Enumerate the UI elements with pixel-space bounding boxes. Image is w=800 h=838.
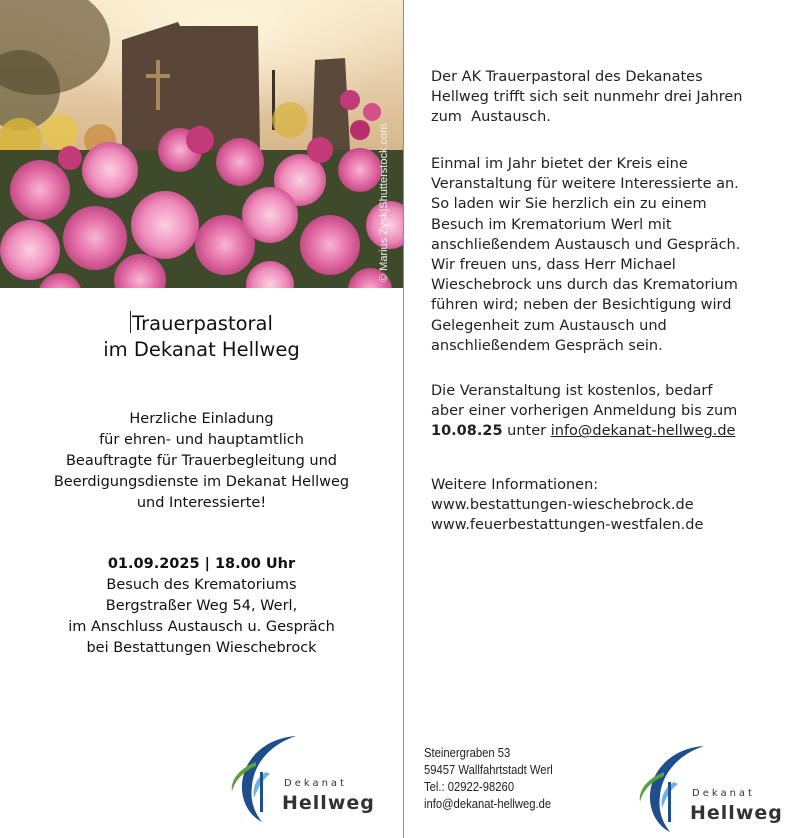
more-info-link[interactable]: www.feuerbestattungen-westfalen.de <box>431 517 704 534</box>
address-block <box>424 745 553 813</box>
invitation-line: Herzliche Einladung <box>129 411 274 427</box>
invitation-line: und Interessierte! <box>136 495 267 511</box>
intro-line: Hellweg trifft sich seit nunmehr drei Jahren <box>431 89 743 106</box>
details-line: Gelegenheit zum Austausch und <box>431 317 667 334</box>
registration-line-1: Die Veranstaltung ist kostenlos, bedarf <box>431 383 713 399</box>
event-block <box>0 554 403 659</box>
registration-line-2: aber einer vorherigen Anmeldung bis zum <box>431 403 738 420</box>
intro-line: zum Austausch. <box>431 109 551 126</box>
logo-word-hellweg: Hellweg <box>282 792 375 814</box>
dekanat-logo <box>226 732 376 824</box>
registration-connector: unter <box>502 423 551 440</box>
more-info-heading: Weitere Informationen: <box>431 477 599 493</box>
registration-deadline: 10.08.25 <box>431 423 503 440</box>
dekanat-logo <box>634 742 784 834</box>
header-photo <box>0 0 403 288</box>
intro-paragraph <box>431 67 742 128</box>
more-info-paragraph <box>431 475 703 536</box>
photo-credit: © Marius Zysk|Shutterstock.com <box>378 123 390 282</box>
flower-graveyard-image <box>0 0 403 288</box>
title-line-2: im Dekanat Hellweg <box>103 338 300 361</box>
event-line: bei Bestattungen Wieschebrock <box>86 640 317 656</box>
more-info-link[interactable]: www.bestattungen-wieschebrock.de <box>431 497 694 514</box>
details-line: So laden wir Sie herzlich ein zu einem <box>431 196 707 213</box>
event-line: im Anschluss Austausch u. Gespräch <box>68 619 335 635</box>
address-email[interactable]: info@dekanat-hellweg.de <box>424 797 552 811</box>
intro-line: Der AK Trauerpastoral des Dekanates <box>431 69 703 85</box>
invitation-line: Beauftragte für Trauerbegleitung und <box>65 453 338 469</box>
event-datetime: 01.09.2025 | 18.00 Uhr <box>107 556 296 572</box>
logo-word-dekanat: Dekanat <box>692 788 755 799</box>
registration-paragraph <box>431 381 737 442</box>
details-line: Wieschebrock uns durch das Krematorium <box>431 277 738 294</box>
details-line: Veranstaltung für weitere Interessierte an. <box>431 176 739 193</box>
details-line: Wir freuen uns, dass Herr Michael <box>431 257 676 274</box>
details-line: Einmal im Jahr bietet der Kreis eine <box>431 156 688 172</box>
invitation-line: Beerdigungsdienste im Dekanat Hellweg <box>53 474 350 490</box>
details-line: anschließendem Austausch und Gespräch. <box>431 236 741 253</box>
address-phone: Tel.: 02922-98260 <box>424 780 515 794</box>
registration-email-link[interactable]: info@dekanat-hellweg.de <box>550 423 736 440</box>
invitation-line: für ehren- und hauptamtlich <box>99 432 304 448</box>
address-street: Steinergraben 53 <box>424 746 511 760</box>
logo-word-hellweg: Hellweg <box>690 802 783 824</box>
details-line: Besuch im Krematorium Werl mit <box>431 216 672 233</box>
registration-line-3 <box>431 421 737 441</box>
event-line: Besuch des Krematoriums <box>106 577 297 593</box>
details-line: anschließendem Gespräch sein. <box>431 337 663 354</box>
address-city: 59457 Wallfahrtstadt Werl <box>424 763 553 777</box>
invitation-block <box>0 409 403 514</box>
title-line-1: Trauerpastoral <box>132 312 273 335</box>
details-line: führen wird; neben der Besichtigung wird <box>431 297 732 314</box>
details-paragraph <box>431 154 740 356</box>
fold-divider <box>403 0 404 838</box>
text-cursor <box>130 311 131 333</box>
page-title <box>0 311 403 363</box>
event-line: Bergstraßer Weg 54, Werl, <box>105 598 298 614</box>
logo-word-dekanat: Dekanat <box>284 778 347 789</box>
